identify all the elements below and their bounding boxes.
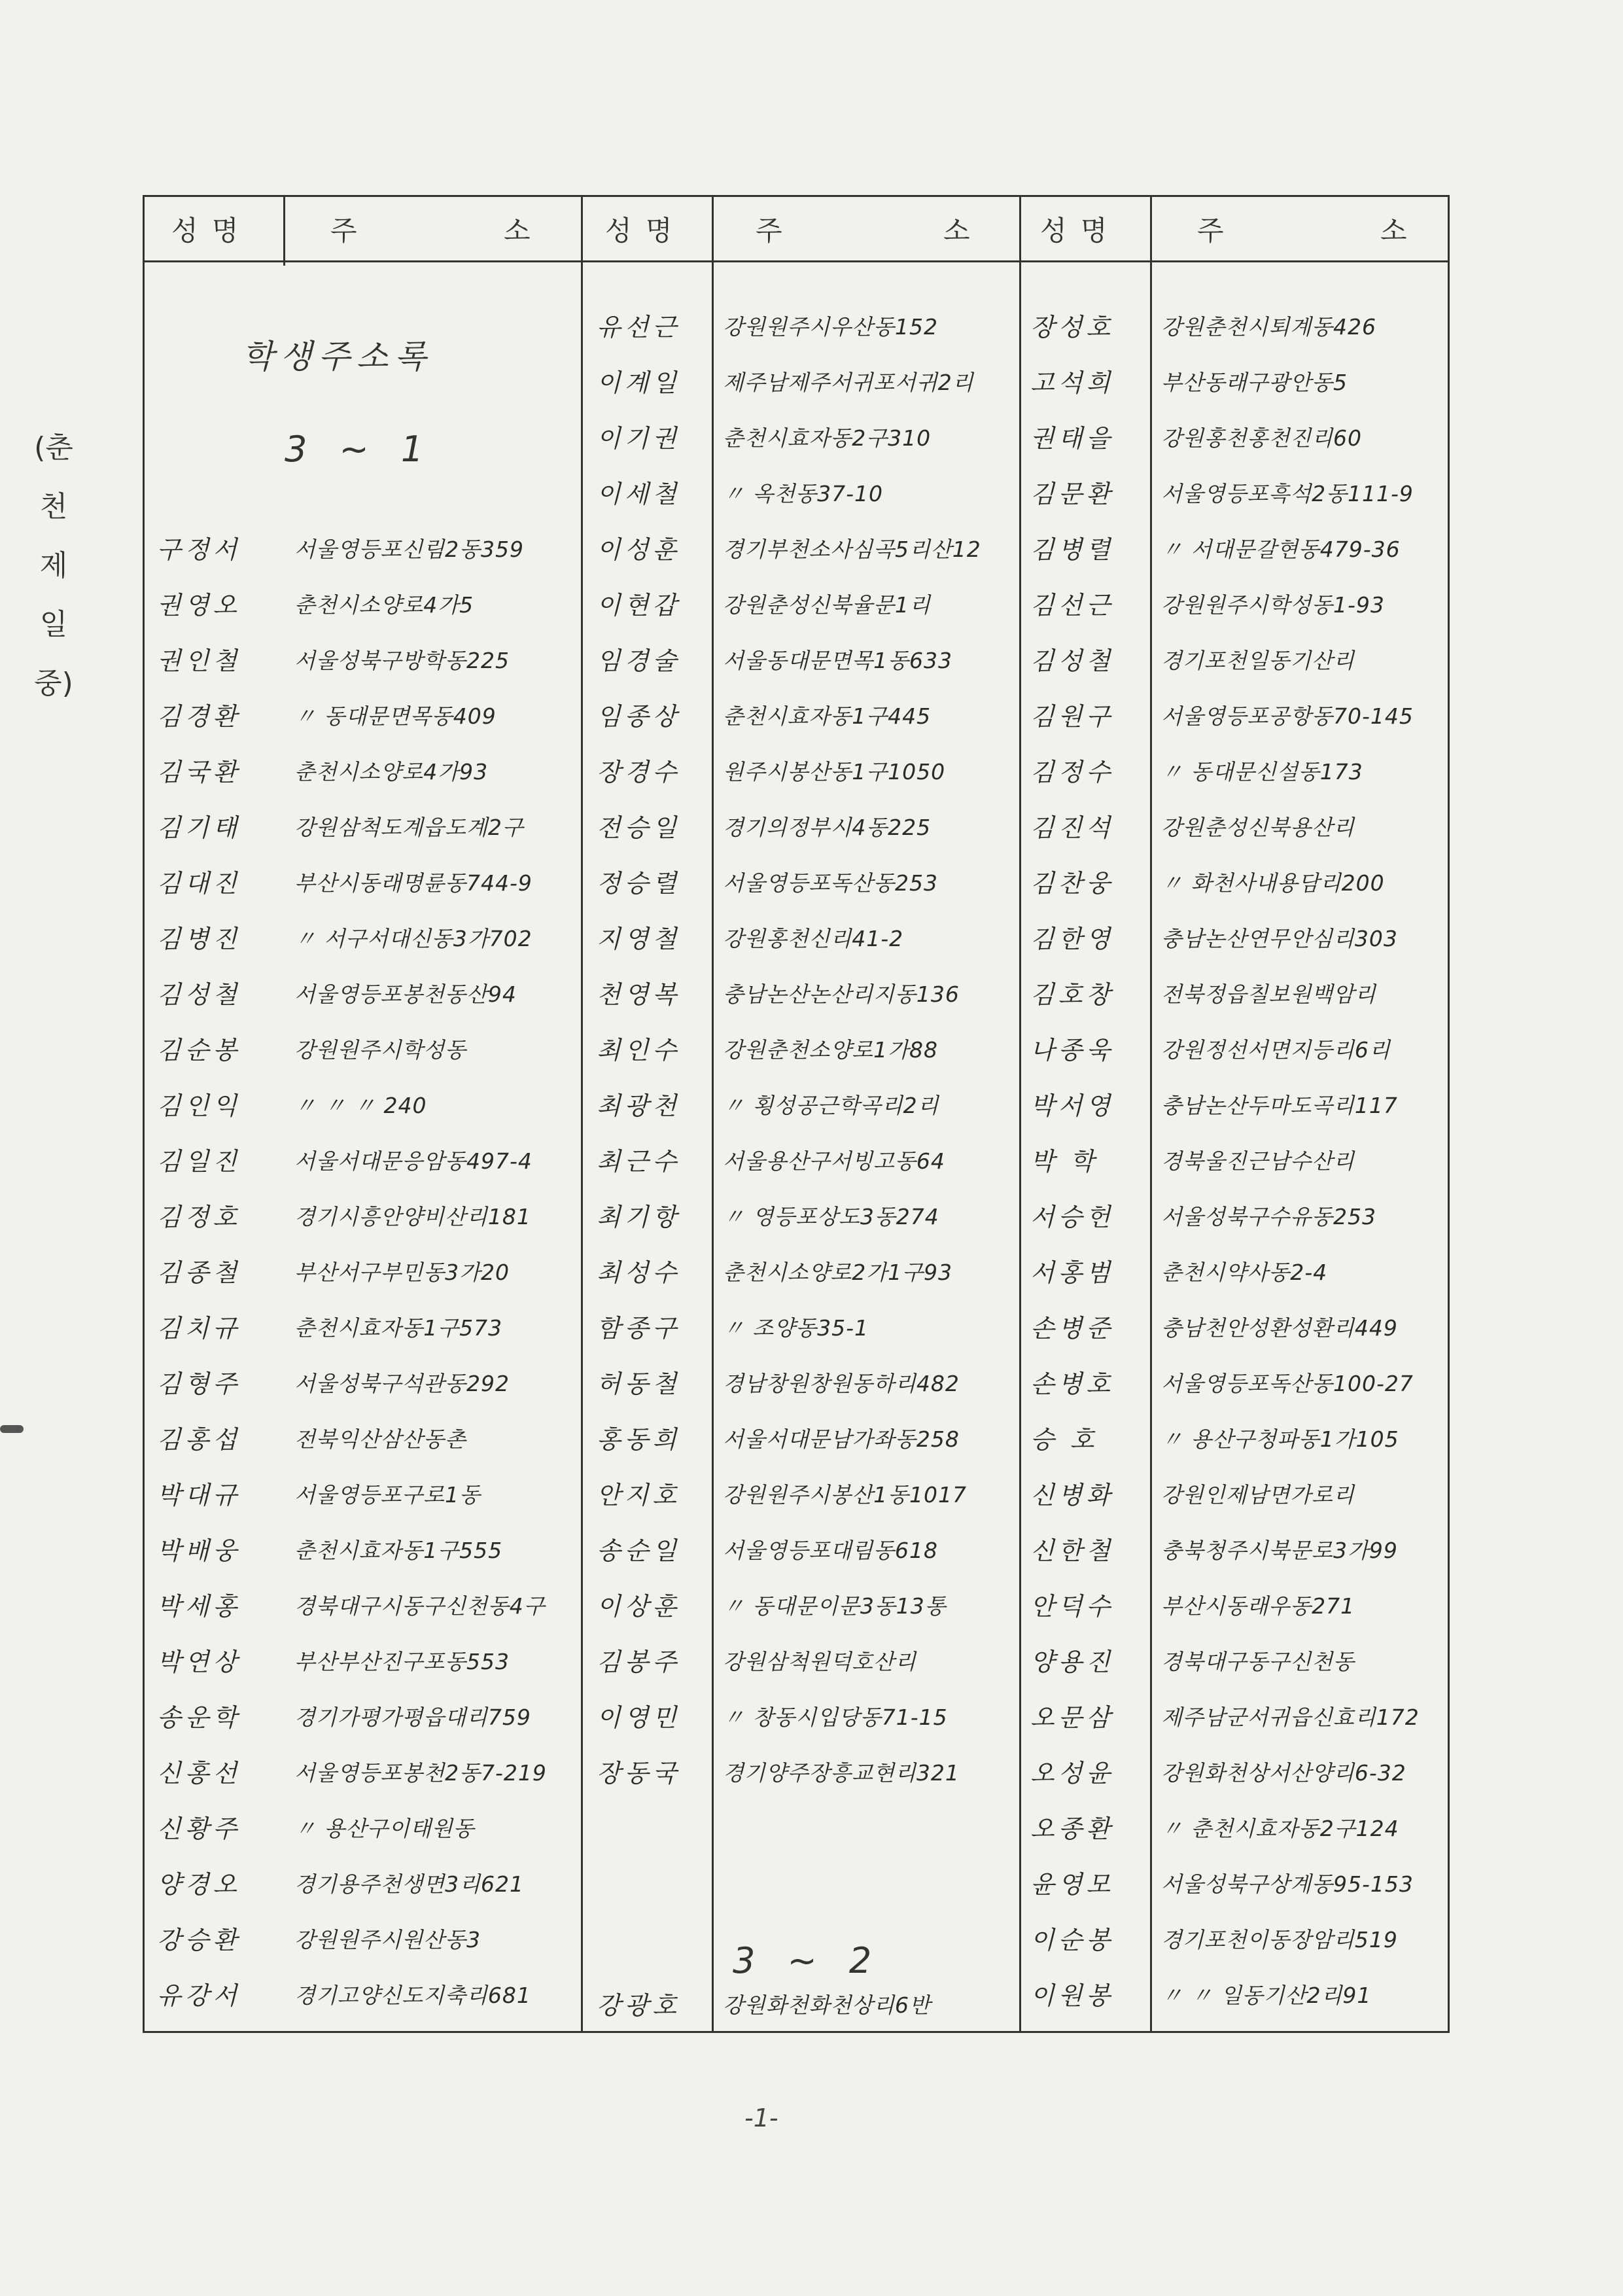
student-name: 장경수 <box>597 758 681 786</box>
header-name: 성 명 <box>1040 215 1110 247</box>
student-name: 이성훈 <box>597 535 681 564</box>
student-address: 강원화천상서산양리6-32 <box>1161 1760 1406 1786</box>
header-address-b: 소 <box>1380 215 1410 247</box>
student-name: 송순일 <box>597 1536 681 1565</box>
student-name: 김순봉 <box>157 1036 241 1065</box>
student-address: 서울성북구상계동95-153 <box>1161 1871 1414 1897</box>
table-bottom-line <box>143 2031 1450 2033</box>
student-name: 서홍범 <box>1030 1258 1115 1287</box>
student-name: 김경환 <box>157 702 241 731</box>
col-divider <box>1150 195 1152 2032</box>
student-address: 경기부천소사심곡5리산12 <box>723 537 981 562</box>
student-name: 정승렬 <box>597 869 681 898</box>
student-name: 고석희 <box>1030 368 1115 397</box>
student-address: 경기의정부시4동225 <box>723 815 932 840</box>
student-address: 서울영등포봉천동산94 <box>294 981 517 1007</box>
student-name: 나종욱 <box>1030 1036 1115 1065</box>
student-name: 신병화 <box>1030 1481 1115 1510</box>
student-name: 신홍선 <box>157 1759 241 1788</box>
student-address: 강원춘성신북용산리 <box>1161 815 1355 840</box>
student-name: 임경술 <box>597 646 681 675</box>
header-address-a: 주 <box>756 215 785 247</box>
student-name: 홍동희 <box>597 1425 681 1454</box>
student-name: 최인수 <box>597 1036 681 1065</box>
student-address: 〃 동대문이문3동13통 <box>723 1593 947 1619</box>
student-name: 신한철 <box>1030 1536 1115 1565</box>
student-address: 춘천시효자동2구310 <box>723 425 932 451</box>
student-address: 〃 동대문면목동409 <box>294 703 497 729</box>
header-address-a: 주 <box>330 215 360 247</box>
student-address: 서울영등포봉천2동7-219 <box>294 1760 547 1786</box>
student-address: 〃 춘천시효자동2구124 <box>1161 1816 1399 1841</box>
student-name: 김호창 <box>1030 980 1115 1009</box>
student-name: 손병호 <box>1030 1369 1115 1398</box>
student-name: 권인철 <box>157 646 241 675</box>
student-name: 천영복 <box>597 980 681 1009</box>
student-name: 이영민 <box>597 1703 681 1732</box>
student-address: 전북익산삼산동촌 <box>294 1426 467 1452</box>
student-address: 강원삼척도계읍도계2구 <box>294 815 524 840</box>
student-name: 김인익 <box>157 1091 241 1120</box>
student-address: 강원인제남면가로리 <box>1161 1482 1355 1508</box>
student-address: 충남논산논산리지동136 <box>723 981 960 1007</box>
student-name: 임종상 <box>597 702 681 731</box>
student-address: 충남천안성환성환리449 <box>1161 1315 1398 1341</box>
student-address: 충북청주시북문로3가99 <box>1161 1538 1398 1563</box>
student-name: 김성철 <box>157 980 241 1009</box>
student-name: 권영오 <box>157 591 241 620</box>
student-address: 강원원주시원산동3 <box>294 1927 481 1952</box>
student-name: 박세홍 <box>157 1592 241 1621</box>
student-name: 이원봉 <box>1030 1981 1115 2010</box>
student-name: 이세철 <box>597 480 681 508</box>
student-address: 〃 〃 일동기산2리91 <box>1161 1983 1372 2008</box>
student-address: 서울성북구수유동253 <box>1161 1204 1377 1229</box>
student-address: 부산부산진구포동553 <box>294 1649 510 1674</box>
student-address: 〃 동대문신설동173 <box>1161 759 1363 785</box>
student-name: 김종철 <box>157 1258 241 1287</box>
student-address: 춘천시소양로4가5 <box>294 592 474 618</box>
student-name: 전승일 <box>597 813 681 842</box>
class-label-3-2: 3 ~ 2 <box>733 1940 882 1981</box>
student-name: 이기권 <box>597 424 681 453</box>
col-divider <box>1019 195 1021 2032</box>
student-address: 춘천시약사동2-4 <box>1161 1260 1328 1285</box>
student-name: 이계일 <box>597 368 681 397</box>
student-address: 원주시봉산동1구1050 <box>723 759 946 785</box>
student-address: 충남논산두마도곡리117 <box>1161 1093 1398 1118</box>
student-name: 김형주 <box>157 1369 241 1398</box>
student-address: 서울서대문남가좌동258 <box>723 1426 960 1452</box>
student-address: 〃 용산구이태원동 <box>294 1816 475 1841</box>
student-name: 김봉주 <box>597 1648 681 1676</box>
student-name: 김병렬 <box>1030 535 1115 564</box>
student-address: 강원원주시학성동1-93 <box>1161 592 1385 618</box>
header-address-b: 소 <box>943 215 973 247</box>
side-note-char: 일 <box>39 608 68 641</box>
student-name: 최성수 <box>597 1258 681 1287</box>
student-address: 강원원주시학성동 <box>294 1037 467 1063</box>
student-name: 안지호 <box>597 1481 681 1510</box>
side-note-char: (춘 <box>34 431 73 465</box>
student-name: 승 호 <box>1030 1425 1098 1454</box>
student-address: 강원춘천소양로1가88 <box>723 1037 939 1063</box>
student-name: 김문환 <box>1030 480 1115 508</box>
student-address: 춘천시소양로2가1구93 <box>723 1260 953 1285</box>
student-name: 김원구 <box>1030 702 1115 731</box>
student-address: 춘천시소양로4가93 <box>294 759 489 785</box>
student-name: 김대진 <box>157 869 241 898</box>
student-name: 오문삼 <box>1030 1703 1115 1732</box>
student-address: 충남논산연무안심리303 <box>1161 926 1398 951</box>
student-name: 유강서 <box>157 1981 241 2010</box>
student-address: 강원화천화천상리6반 <box>723 1992 931 2018</box>
col-divider <box>581 195 583 2032</box>
student-address: 〃 옥천동37-10 <box>723 481 884 506</box>
student-name: 김치규 <box>157 1314 241 1343</box>
student-name: 박 학 <box>1030 1147 1098 1176</box>
side-note-char: 제 <box>39 549 68 582</box>
student-address: 서울영등포구로1동 <box>294 1482 481 1508</box>
student-name: 강승환 <box>157 1926 241 1954</box>
student-name: 박연상 <box>157 1648 241 1676</box>
student-name: 박대규 <box>157 1481 241 1510</box>
student-name: 손병준 <box>1030 1314 1115 1343</box>
student-address: 경북울진근남수산리 <box>1161 1148 1355 1174</box>
student-address: 부산동래구광안동5 <box>1161 370 1348 395</box>
student-name: 유선근 <box>597 313 681 342</box>
student-address: 경기가평가평읍대리759 <box>294 1704 531 1730</box>
student-name: 김한영 <box>1030 925 1115 953</box>
student-address: 서울영등포독산동253 <box>723 870 939 896</box>
side-note-char: 천 <box>39 490 68 523</box>
header-address-b: 소 <box>504 215 533 247</box>
col-divider <box>283 195 285 266</box>
student-address: 서울영등포독산동100-27 <box>1161 1371 1414 1396</box>
student-name: 송운학 <box>157 1703 241 1732</box>
student-name: 김홍섭 <box>157 1425 241 1454</box>
student-name: 안덕수 <box>1030 1592 1115 1621</box>
student-name: 강광호 <box>597 1991 681 2020</box>
student-address: 서울서대문응암동497-4 <box>294 1148 532 1174</box>
student-name: 이순봉 <box>1030 1926 1115 1954</box>
student-address: 서울영등포공항동70-145 <box>1161 703 1414 729</box>
student-name: 김일진 <box>157 1147 241 1176</box>
page-smudge <box>0 1425 24 1433</box>
student-address: 춘천시효자동1구445 <box>723 703 932 729</box>
student-address: 강원홍천신리41-2 <box>723 926 904 951</box>
student-address: 강원정선서면지등리6리 <box>1161 1037 1391 1063</box>
roster-title: 학생주소록 <box>242 338 433 376</box>
student-address: 〃 서구서대신동3가702 <box>294 926 532 951</box>
student-address: 경기용주천생면3리621 <box>294 1871 525 1897</box>
student-name: 양용진 <box>1030 1648 1115 1676</box>
student-name: 윤영모 <box>1030 1870 1115 1899</box>
student-name: 권태을 <box>1030 424 1115 453</box>
student-name: 이상훈 <box>597 1592 681 1621</box>
student-name: 구정서 <box>157 535 241 564</box>
student-address: 부산서구부민동3가20 <box>294 1260 510 1285</box>
student-address: 서울동대문면목1동633 <box>723 648 953 673</box>
student-name: 서승헌 <box>1030 1203 1115 1231</box>
student-name: 오성윤 <box>1030 1759 1115 1788</box>
student-name: 최근수 <box>597 1147 681 1176</box>
header-name: 성 명 <box>171 215 241 247</box>
header-name: 성 명 <box>605 215 675 247</box>
student-name: 김성철 <box>1030 646 1115 675</box>
student-name: 박배웅 <box>157 1536 241 1565</box>
student-address: 강원삼척원덕호산리 <box>723 1649 916 1674</box>
student-address: 강원춘천시퇴계동426 <box>1161 314 1377 340</box>
student-address: 부산시동래우동271 <box>1161 1593 1355 1619</box>
student-address: 서울영등포신림2동359 <box>294 537 525 562</box>
student-address: 강원원주시우산동152 <box>723 314 939 340</box>
student-name: 김국환 <box>157 758 241 786</box>
student-address: 경기양주장흥교현리321 <box>723 1760 960 1786</box>
student-address: 〃 용산구청파동1가105 <box>1161 1426 1399 1452</box>
student-address: 춘천시효자동1구555 <box>294 1538 503 1563</box>
student-name: 장성호 <box>1030 313 1115 342</box>
student-address: 강원춘성신북율문1리 <box>723 592 931 618</box>
student-address: 경기포천일동기산리 <box>1161 648 1355 673</box>
student-name: 김찬웅 <box>1030 869 1115 898</box>
student-name: 이현갑 <box>597 591 681 620</box>
student-address: 〃 조양동35-1 <box>723 1315 869 1341</box>
student-address: 강원원주시봉산1동1017 <box>723 1482 968 1508</box>
student-address: 경기시흥안양비산리181 <box>294 1204 531 1229</box>
student-address: 부산시동래명륜동744-9 <box>294 870 532 896</box>
school-name-note <box>34 419 73 713</box>
side-note-char: 중) <box>34 667 73 700</box>
student-name: 오종환 <box>1030 1814 1115 1843</box>
student-address: 제주남제주서귀포서귀2리 <box>723 370 974 395</box>
student-address: 전북정읍칠보원백암리 <box>1161 981 1376 1007</box>
header-divider <box>143 260 1450 262</box>
student-address: 〃 창동시입당동71-15 <box>723 1704 948 1730</box>
student-address: 〃 화천사내용담리200 <box>1161 870 1385 896</box>
student-name: 최기항 <box>597 1203 681 1231</box>
student-address: 경기포천이동장암리519 <box>1161 1927 1398 1952</box>
student-address: 〃 〃 〃 240 <box>294 1093 427 1118</box>
student-address: 서울영등포대림동618 <box>723 1538 939 1563</box>
student-address: 서울성북구석관동292 <box>294 1371 510 1396</box>
student-name: 김기태 <box>157 813 241 842</box>
student-name: 지영철 <box>597 925 681 953</box>
student-name: 김진석 <box>1030 813 1115 842</box>
student-name: 김병진 <box>157 925 241 953</box>
student-name: 김정호 <box>157 1203 241 1231</box>
student-name: 최광천 <box>597 1091 681 1120</box>
student-name: 양경오 <box>157 1870 241 1899</box>
student-address: 강원홍천홍천진리60 <box>1161 425 1363 451</box>
student-name: 김정수 <box>1030 758 1115 786</box>
student-address: 경기고양신도지축리681 <box>294 1983 531 2008</box>
student-address: 경남창원창원동하리482 <box>723 1371 960 1396</box>
student-name: 김선근 <box>1030 591 1115 620</box>
page-number: -1- <box>744 2104 778 2132</box>
student-name: 신황주 <box>157 1814 241 1843</box>
student-address: 〃 서대문갈현동479-36 <box>1161 537 1401 562</box>
student-address: 경북대구시동구신천동4구 <box>294 1593 546 1619</box>
class-label-3-1: 3 ~ 1 <box>285 429 434 470</box>
student-address: 서울용산구서빙고동64 <box>723 1148 945 1174</box>
student-address: 서울영등포흑석2동111-9 <box>1161 481 1414 506</box>
student-name: 허동철 <box>597 1369 681 1398</box>
student-name: 함종구 <box>597 1314 681 1343</box>
student-name: 장동국 <box>597 1759 681 1788</box>
header-address-a: 주 <box>1197 215 1227 247</box>
student-address: 〃 영등포상도3동274 <box>723 1204 939 1229</box>
col-divider <box>712 195 714 2032</box>
student-address: 서울성북구방학동225 <box>294 648 510 673</box>
student-address: 제주남군서귀읍신효리172 <box>1161 1704 1420 1730</box>
student-address: 춘천시효자동1구573 <box>294 1315 503 1341</box>
student-name: 박서영 <box>1030 1091 1115 1120</box>
student-address: 〃 횡성공근학곡리2리 <box>723 1093 939 1118</box>
student-address: 경북대구동구신천동 <box>1161 1649 1355 1674</box>
